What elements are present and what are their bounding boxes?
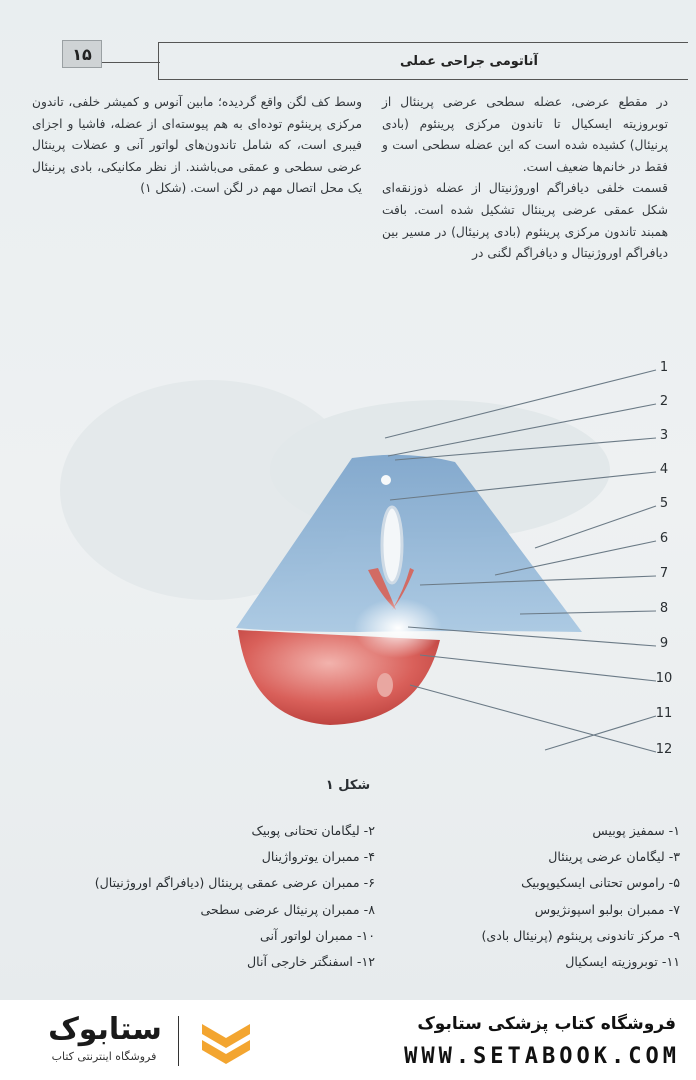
- figure-label-8: 8: [659, 601, 669, 616]
- logo-wordmark: ستابوک: [48, 1012, 162, 1047]
- legend-item: ۴- ممبران یوترواژینال: [261, 849, 375, 865]
- logo-tagline: فروشگاه اینترنتی کتاب: [51, 1050, 157, 1063]
- legend-item: ۹- مرکز تاندونی پرینئوم (پرنیئال بادی): [481, 927, 680, 943]
- figure-label-10: 10: [655, 671, 673, 686]
- perineum-illustration: [0, 340, 696, 760]
- paragraph: وسط کف لگن واقع گردیده؛ مابین آنوس و کمیشر خلفی، تاندون مرکزی پرینئوم توده‌ای به هم پیوسته‌ای از عضله، فاشیا و اجزای فیبری است، که شامل تاندون‌های لواتور آنی و عضلات پرینئال عرضی سطحی و عمقی می‌باشند. از نظر مکانیکی، بادی پرنیئال یک محل اتصال مهم در لگن است. (شکل ۱): [32, 95, 362, 196]
- figure-label-9: 9: [659, 636, 669, 651]
- anal-sphincter: [377, 673, 393, 697]
- figure-label-2: 2: [659, 394, 669, 409]
- chapter-title: آناتومی جراحی عملی: [400, 53, 538, 69]
- text-column-right: [382, 92, 668, 265]
- book-logo-icon: [198, 1014, 254, 1070]
- store-banner: [0, 1000, 696, 1080]
- legend-item: ۱- سمفیز پوبیس: [592, 823, 680, 838]
- legend-odd: [380, 818, 680, 975]
- figure-label-4: 4: [659, 462, 669, 477]
- legend-item: ۱۲- اسفنگتر خارجی آنال: [247, 954, 375, 970]
- legend-item: ۷- ممبران بولبو اسپونژیوس: [534, 901, 680, 917]
- figure-label-3: 3: [659, 428, 669, 443]
- perineal-body: [354, 598, 442, 658]
- legend-item: ۱۰- ممبران لواتور آنی: [259, 927, 375, 943]
- header-rule: [102, 62, 160, 63]
- figure-caption: شکل ۱: [325, 778, 371, 793]
- legend-item: ۶- ممبران عرضی عمقی پرینئال (دیافراگم اوروژنیتال): [94, 875, 375, 891]
- page-number: ۱۵: [62, 40, 102, 68]
- anatomy-figure: [0, 340, 696, 760]
- figure-label-5: 5: [659, 496, 669, 511]
- legend-item: ۳- لیگامان عرضی پرینئال: [548, 849, 680, 865]
- urethral-orifice: [381, 475, 391, 485]
- figure-label-1: 1: [659, 360, 669, 375]
- figure-label-7: 7: [659, 566, 669, 581]
- shop-name: فروشگاه کتاب پزشکی ستابوک: [417, 1014, 676, 1034]
- legend-item: ۲- لیگامان تحتانی پوبیک: [251, 823, 375, 838]
- vaginal-orifice: [382, 507, 402, 583]
- figure-label-6: 6: [659, 531, 669, 546]
- figure-label-12: 12: [655, 742, 673, 757]
- paragraph: قسمت خلفی دیافراگم اوروژنیتال از عضله ذوزنقه‌ای شکل عمقی عرضی پرینئال تشکیل شده است. بافت همبند تاندون مرکزی پرینئوم (بادی پرنیئال) در مسیر بین دیافراگم اوروژنیتال و دیافراگم لگنی در: [382, 181, 668, 261]
- legend-item: ۸- ممبران پرنیئال عرضی سطحی: [200, 901, 375, 917]
- logo-divider: [178, 1016, 179, 1066]
- figure-label-11: 11: [655, 706, 673, 721]
- text-column-left: [32, 92, 362, 200]
- paragraph: در مقطع عرضی، عضله سطحی عرضی پرینئال از توبروزیته ایسکیال تا تاندون مرکزی پرینئوم (بادی پرنیئال) کشیده شده است که این عضله سطحی است و فقط در خانم‌ها ضعیف است.: [382, 95, 668, 174]
- legend-item: ۵- راموس تحتانی ایسکیوپوبیک: [521, 875, 680, 891]
- legend-even: [30, 818, 375, 975]
- shop-url-link[interactable]: WWW.SETABOOK.COM: [404, 1044, 680, 1069]
- running-header: [158, 42, 688, 80]
- legend-item: ۱۱- توبروزیته ایسکیال: [565, 954, 680, 970]
